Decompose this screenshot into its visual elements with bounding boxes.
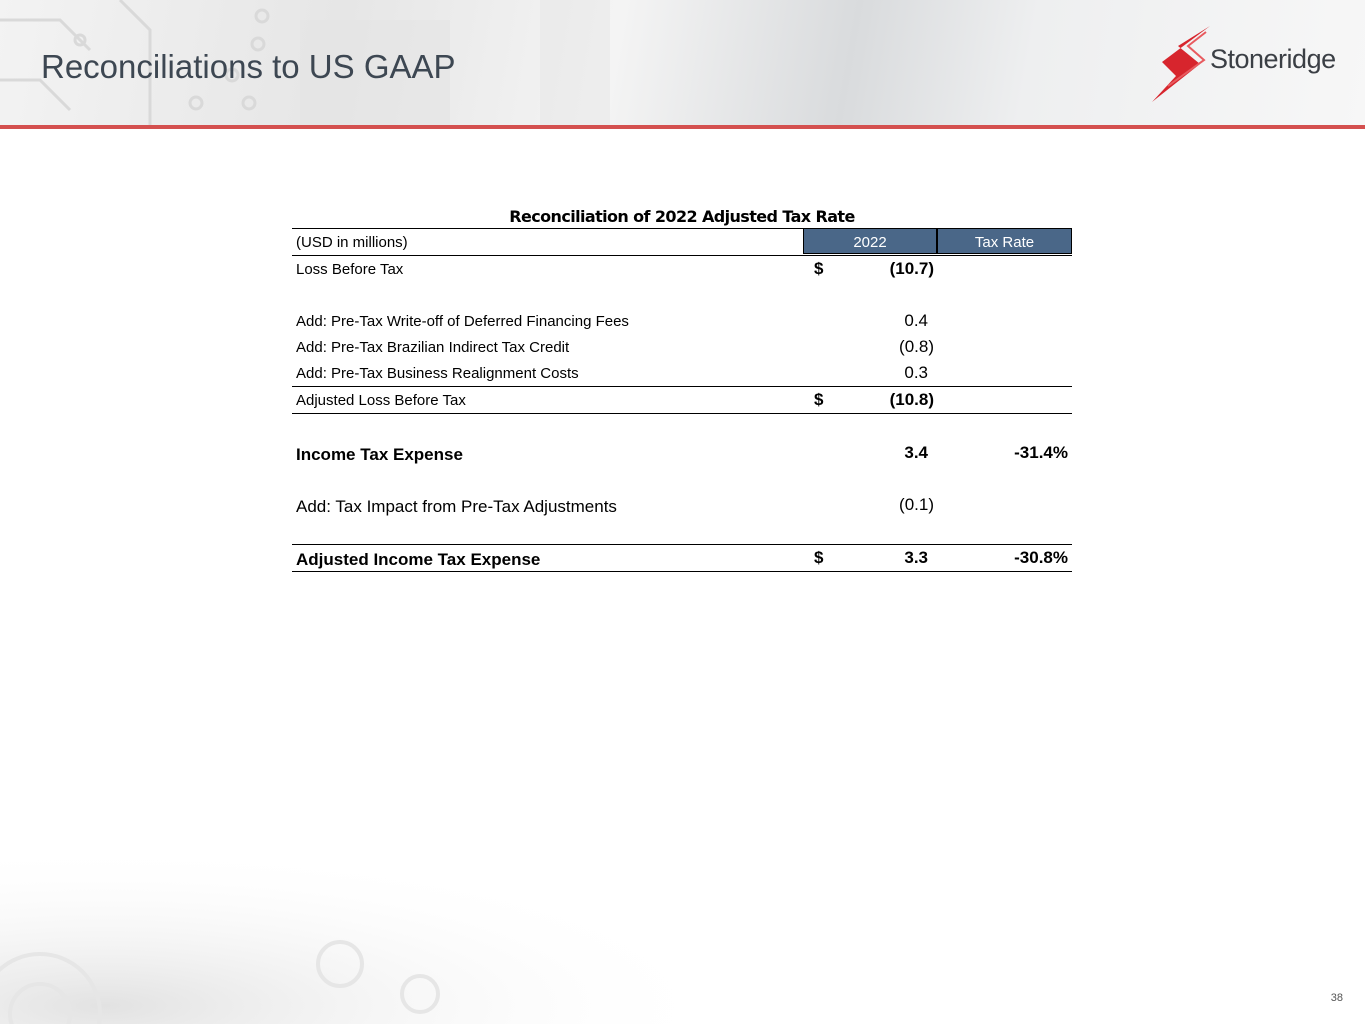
table-row-income-tax-expense	[292, 440, 1072, 466]
dollar-sign: $	[814, 390, 824, 409]
table-row-deferred-financing-fees	[292, 308, 1072, 334]
row-label: Add: Tax Impact from Pre-Tax Adjustments	[296, 497, 617, 516]
table-row-spacer	[292, 282, 1072, 308]
dollar-sign: $	[814, 259, 824, 278]
row-value: 0.3	[904, 363, 928, 382]
stoneridge-logo	[1148, 24, 1338, 104]
row-label: Income Tax Expense	[296, 445, 463, 464]
column-header-tax-rate: Tax Rate	[937, 228, 1072, 254]
table-title: Reconciliation of 2022 Adjusted Tax Rate	[509, 207, 855, 226]
reconciliation-table	[292, 204, 1072, 572]
row-label: Loss Before Tax	[296, 261, 404, 278]
row-label: Adjusted Loss Before Tax	[296, 392, 466, 409]
row-value: 3.3	[904, 548, 928, 567]
table-row-brazilian-tax-credit	[292, 334, 1072, 360]
table-row-adjusted-loss-before-tax	[292, 386, 1072, 414]
row-label: Add: Pre-Tax Write-off of Deferred Financing Fees	[296, 313, 629, 330]
logo-wordmark: Stoneridge	[1210, 44, 1336, 74]
column-header-2022: 2022	[803, 228, 937, 254]
row-label: Adjusted Income Tax Expense	[296, 550, 541, 569]
row-value: (0.8)	[899, 337, 934, 356]
units-label: (USD in millions)	[296, 234, 408, 251]
table-row-spacer	[292, 518, 1072, 544]
header-accent-rule	[0, 125, 1365, 129]
table-row-loss-before-tax	[292, 256, 1072, 282]
row-value: 0.4	[904, 311, 928, 330]
row-label: Add: Pre-Tax Brazilian Indirect Tax Credit	[296, 339, 570, 356]
page-number: 38	[1330, 992, 1343, 1004]
row-value: (0.1)	[899, 495, 934, 514]
slide-header-banner	[0, 0, 1365, 126]
row-value: (10.7)	[889, 259, 934, 278]
row-value: (10.8)	[889, 390, 934, 409]
engine-background-graphic	[0, 844, 700, 1024]
table-row-spacer	[292, 414, 1072, 440]
slide-title: Reconciliations to US GAAP	[41, 48, 456, 85]
table-header-row	[292, 228, 1072, 256]
table-row-business-realignment	[292, 360, 1072, 386]
stoneridge-s-mark-icon	[1148, 24, 1218, 104]
row-label: Add: Pre-Tax Business Realignment Costs	[296, 365, 579, 382]
table-row-adjusted-income-tax-expense	[292, 544, 1072, 572]
tax-rate-value: -31.4%	[1014, 443, 1068, 462]
row-value: 3.4	[904, 443, 928, 462]
table-row-tax-impact-adjustments	[292, 492, 1072, 518]
dollar-sign: $	[814, 548, 824, 567]
tax-rate-value: -30.8%	[1014, 548, 1068, 567]
table-row-spacer	[292, 466, 1072, 492]
